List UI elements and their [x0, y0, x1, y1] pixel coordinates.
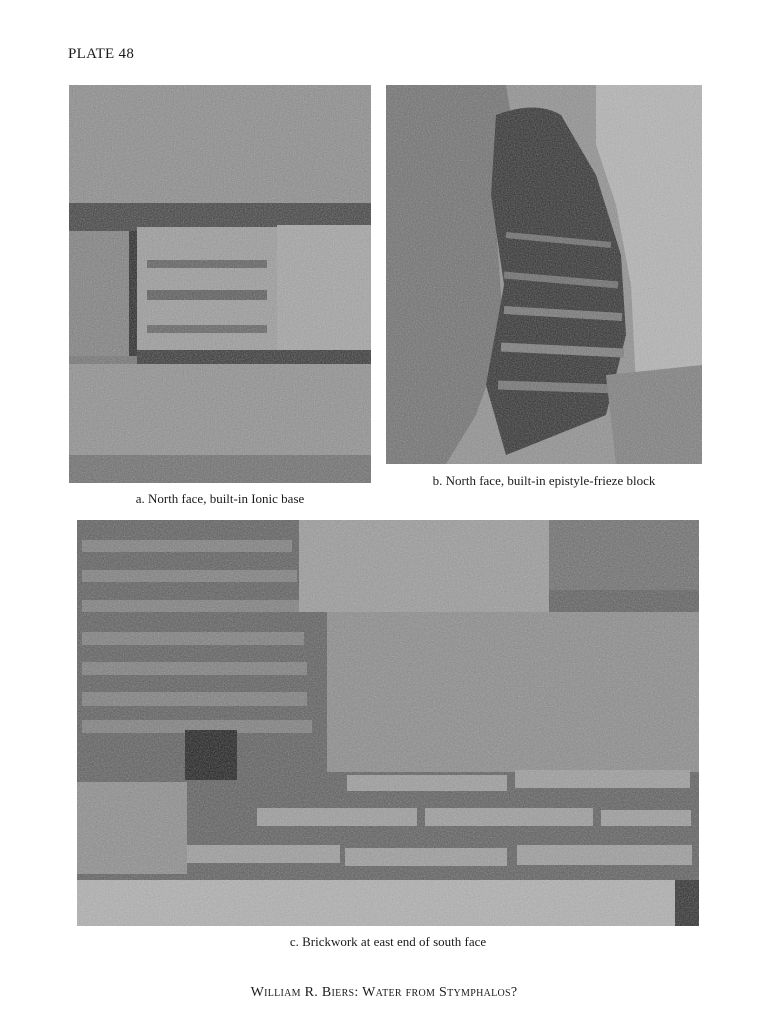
- photo-b-epistyle-frieze-block: [386, 85, 702, 464]
- photo-a-ionic-base: [69, 85, 371, 483]
- caption-c: c. Brickwork at east end of south face: [289, 934, 487, 949]
- running-footer-title: William R. Biers: Water from Stymphalos?: [250, 985, 518, 1000]
- caption-b: b. North face, built-in epistyle-frieze block: [432, 473, 656, 488]
- photo-c-brickwork: [77, 520, 699, 926]
- caption-a: a. North face, built-in Ionic base: [135, 491, 305, 506]
- plate-label: PLATE 48: [68, 46, 135, 62]
